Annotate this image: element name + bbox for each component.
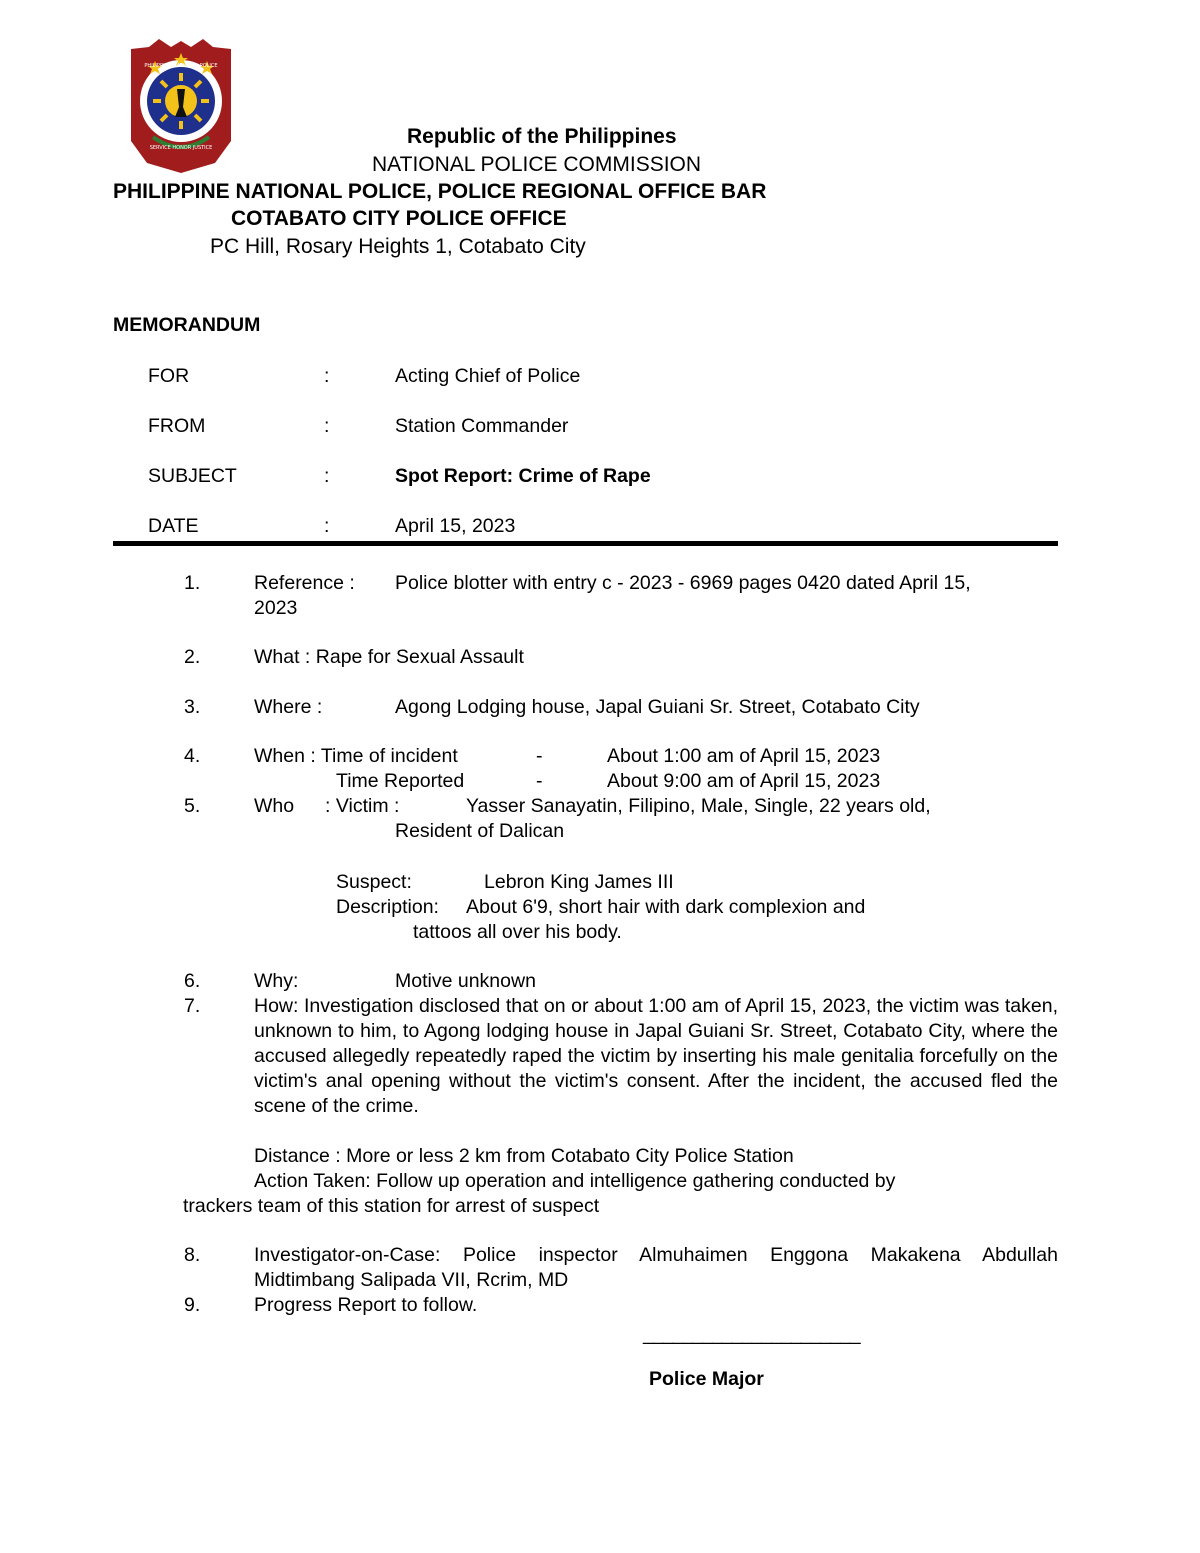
header-napolcom: NATIONAL POLICE COMMISSION: [372, 153, 702, 176]
item-number-2: 2.: [184, 646, 201, 668]
action-line-2: trackers team of this station for arrest of suspect: [183, 1195, 600, 1217]
subject-label: SUBJECT: [148, 465, 237, 487]
from-colon: :: [324, 415, 330, 437]
where-value: Agong Lodging house, Japal Guiani Sr. Street, Cotabato City: [395, 696, 920, 718]
item-number-8: 8.: [184, 1244, 201, 1266]
seal-text-top: PHILIPPINE NATIONAL POLICE: [144, 63, 218, 69]
for-value: Acting Chief of Police: [395, 365, 581, 387]
signature-title: Police Major: [649, 1368, 764, 1390]
reported-value: About 9:00 am of April 15, 2023: [607, 770, 881, 792]
victim-line-1: Yasser Sanayatin, Filipino, Male, Single, 22 years old,: [466, 795, 931, 817]
victim-line-2: Resident of Dalican: [395, 820, 565, 842]
seal-text-bottom: SERVICE HONOR JUSTICE: [149, 145, 213, 151]
description-label: Description:: [336, 896, 439, 918]
action-line-1: Action Taken: Follow up operation and intelligence gathering conducted by: [254, 1170, 896, 1192]
victim-label: : Victim :: [325, 795, 400, 817]
from-value: Station Commander: [395, 415, 569, 437]
how-paragraph: How: Investigation disclosed that on or about 1:00 am of April 15, 2023, the victim was taken, unknown to him, to Agong lodging house in Japal Guiani Sr. Street, Cotabato City, where the accused allegedly repeatedly raped the victim by inserting his male genitalia forcefully on the victim's anal opening without the victim's consent. After the incident, the accused fled the scene of the crime.: [254, 995, 1058, 1117]
when-label: When : Time of incident: [254, 745, 458, 767]
reported-label: Time Reported: [336, 770, 465, 792]
suspect-label: Suspect:: [336, 871, 412, 893]
description-line-2: tattoos all over his body.: [413, 921, 622, 943]
suspect-value: Lebron King James III: [484, 871, 674, 893]
from-label: FROM: [148, 415, 206, 437]
signature-line: ______________________: [643, 1323, 860, 1345]
header-pnp-office: PHILIPPINE NATIONAL POLICE, POLICE REGIONAL OFFICE BAR: [113, 180, 767, 203]
who-label: Who: [254, 795, 295, 817]
item-number-3: 3.: [184, 696, 201, 718]
subject-value: Spot Report: Crime of Rape: [395, 465, 651, 487]
pnp-seal-logo: [127, 37, 235, 177]
header-divider: [113, 541, 1058, 546]
investigator-paragraph: Investigator-on-Case: Police inspector Almuhaimen Enggona Makakena Abdullah Midtimbang Salipada VII, Rcrim, MD: [254, 1244, 1058, 1291]
when-value: About 1:00 am of April 15, 2023: [607, 745, 881, 767]
memo-title: MEMORANDUM: [113, 314, 261, 336]
item-number-5: 5.: [184, 795, 201, 817]
date-value: April 15, 2023: [395, 515, 516, 537]
item-number-4: 4.: [184, 745, 201, 767]
header-city-office: COTABATO CITY POLICE OFFICE: [231, 207, 567, 230]
date-colon: :: [324, 515, 330, 537]
date-label: DATE: [148, 515, 199, 537]
what-text: What : Rape for Sexual Assault: [254, 646, 524, 668]
header-republic: Republic of the Philippines: [407, 125, 677, 148]
reference-line-1: Police blotter with entry c - 2023 - 6969 pages 0420 dated April 15,: [395, 572, 971, 594]
header-address: PC Hill, Rosary Heights 1, Cotabato City: [210, 235, 586, 258]
when-dash: -: [536, 745, 543, 767]
item-number-1: 1.: [184, 572, 201, 594]
reference-line-2: 2023: [254, 597, 298, 619]
reference-label: Reference :: [254, 572, 355, 594]
why-label: Why:: [254, 970, 299, 992]
item-number-6: 6.: [184, 970, 201, 992]
for-colon: :: [324, 365, 330, 387]
where-label: Where :: [254, 696, 323, 718]
subject-colon: :: [324, 465, 330, 487]
description-line-1: About 6'9, short hair with dark complexion and: [466, 896, 866, 918]
why-value: Motive unknown: [395, 970, 536, 992]
progress-text: Progress Report to follow.: [254, 1294, 478, 1316]
item-number-7: 7.: [184, 995, 201, 1017]
reported-dash: -: [536, 770, 543, 792]
item-number-9: 9.: [184, 1294, 201, 1316]
for-label: FOR: [148, 365, 190, 387]
distance-text: Distance : More or less 2 km from Cotabato City Police Station: [254, 1145, 794, 1167]
